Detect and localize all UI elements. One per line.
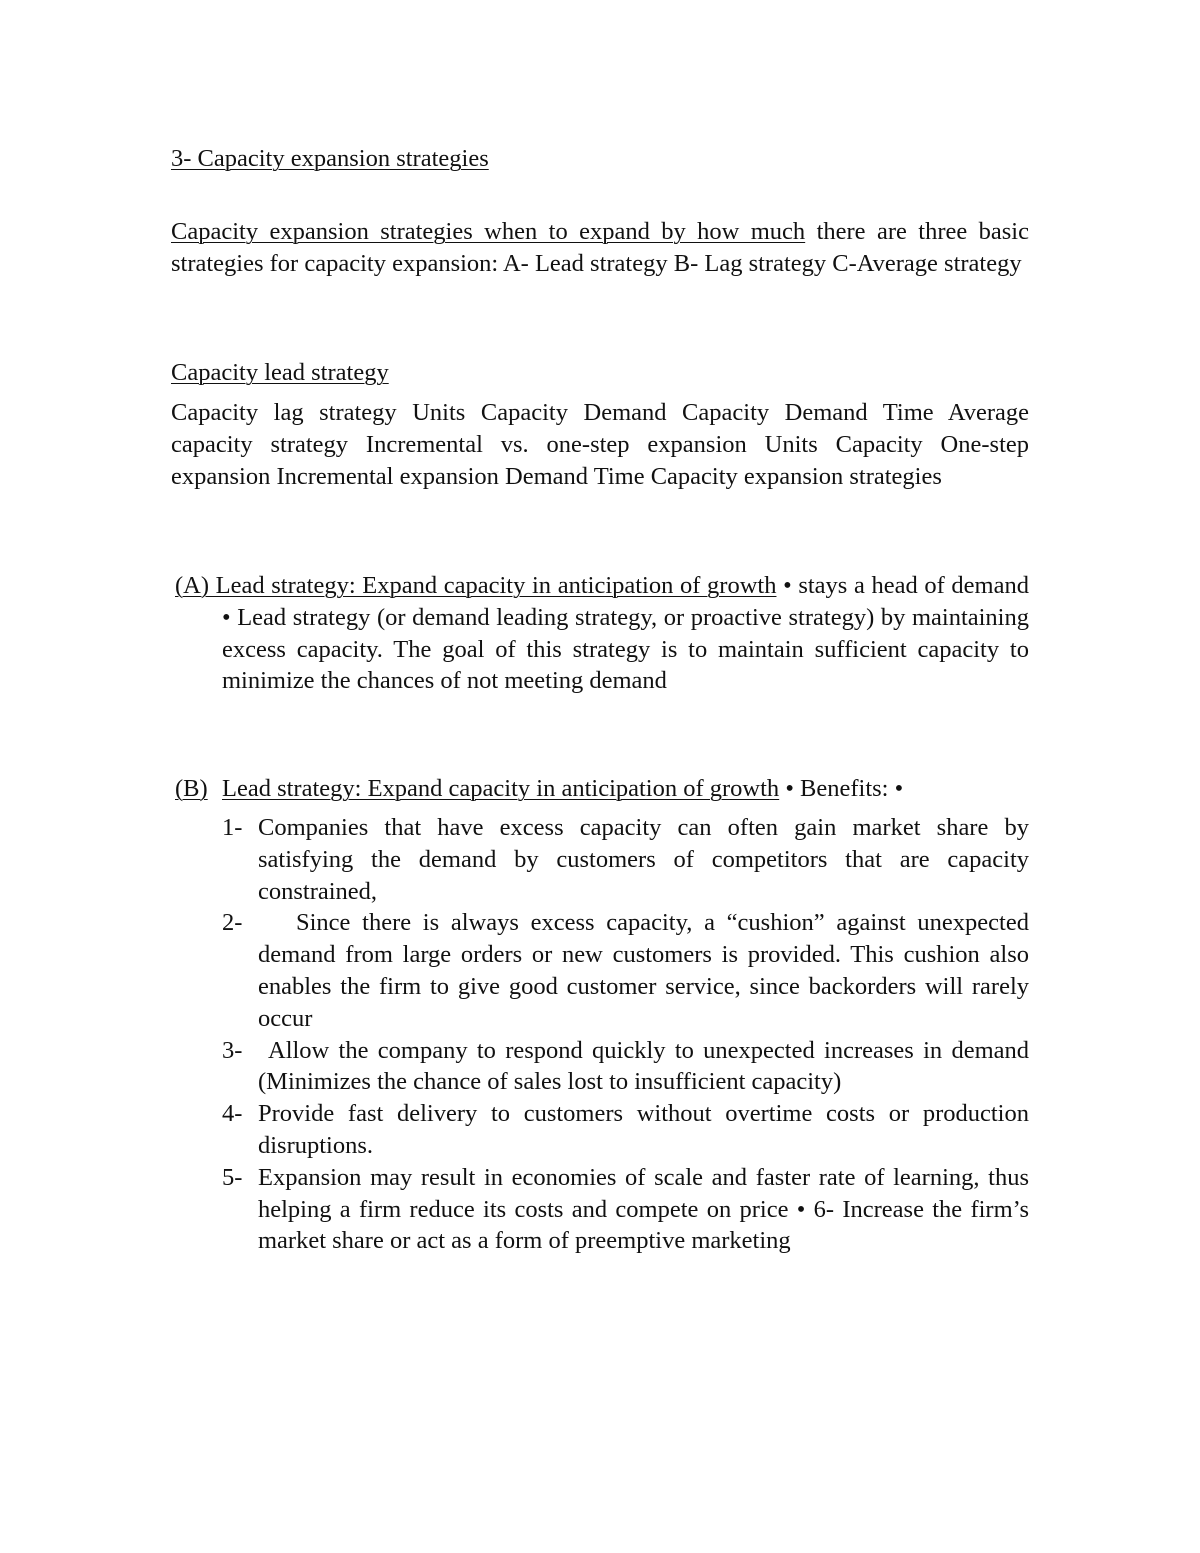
list-item-text: Expansion may result in economies of scale and faster rate of learning, thus helping a firm reduce its costs and compete on price • 6- Increase the firm’s market share or act as a form of preemptive marketing — [258, 1163, 1029, 1255]
item-b-underlined-text: Lead strategy: Expand capacity in anticipation of growth — [222, 775, 780, 802]
lead-strategy-title-text: Capacity lead strategy — [171, 359, 389, 386]
list-item-number: 4- — [222, 1100, 243, 1128]
item-a-body — [175, 570, 1029, 697]
list-item — [222, 1162, 1029, 1257]
list-item-number: 3- — [222, 1036, 243, 1064]
list-item — [222, 1098, 1029, 1162]
intro-paragraph — [171, 216, 1029, 280]
intro-underlined-text: Capacity expansion strategies when to expand by how much — [171, 218, 806, 245]
lead-strategy-title — [171, 357, 1029, 389]
list-item — [222, 907, 1029, 1034]
list-item-text: Provide fast delivery to customers without overtime costs or production disruptions. — [258, 1100, 1029, 1159]
list-item-number: 1- — [222, 814, 243, 841]
list-item-number: 2- — [222, 909, 243, 937]
item-b-lead-strategy — [175, 773, 1029, 805]
benefits-list — [222, 812, 1029, 1257]
lag-strategy-paragraph: Capacity lag strategy Units Capacity Demand Capacity Demand Time Average capacity strategy Incremental vs. one-step expansion Units Capacity One-step expansion Incremental expansion Demand Time Capacity expansion strategies — [171, 399, 1029, 490]
intro-text: there are three basic strategies for capacity expansion: A- Lead strategy B- Lag strategy C-Average strategy — [171, 218, 1029, 277]
list-item — [222, 812, 1029, 907]
item-b-text: • Benefits: • — [779, 775, 904, 802]
item-b-marker: (B) — [175, 775, 208, 802]
section-heading-text: 3- Capacity expansion strategies — [171, 145, 489, 172]
list-item-text: Allow the company to respond quickly to unexpected increases in demand (Minimizes the chance of sales lost to insufficient capacity) — [258, 1036, 1029, 1096]
list-item-number: 5- — [222, 1163, 243, 1191]
list-item-text: Since there is always excess capacity, a “cushion” against unexpected demand from large orders or new customers is provided. This cushion also enables the firm to give good customer service, since backorders will rarely occur — [258, 909, 1029, 1032]
list-item — [222, 1035, 1029, 1099]
section-heading — [171, 143, 1029, 175]
list-item-text: Companies that have excess capacity can often gain market share by satisfying the demand by customers of competitors that are capacity constrained, — [258, 814, 1029, 905]
item-a-underlined-text: (A) Lead strategy: Expand capacity in anticipation of growth — [175, 572, 777, 599]
item-a-text: • stays a head of demand • Lead strategy (or demand leading strategy, or proactive strategy) by maintaining excess capacity. The goal of this strategy is to maintain sufficient capacity to minimize the chances of not meeting demand — [222, 572, 1029, 695]
item-a-lead-strategy — [175, 570, 1029, 697]
